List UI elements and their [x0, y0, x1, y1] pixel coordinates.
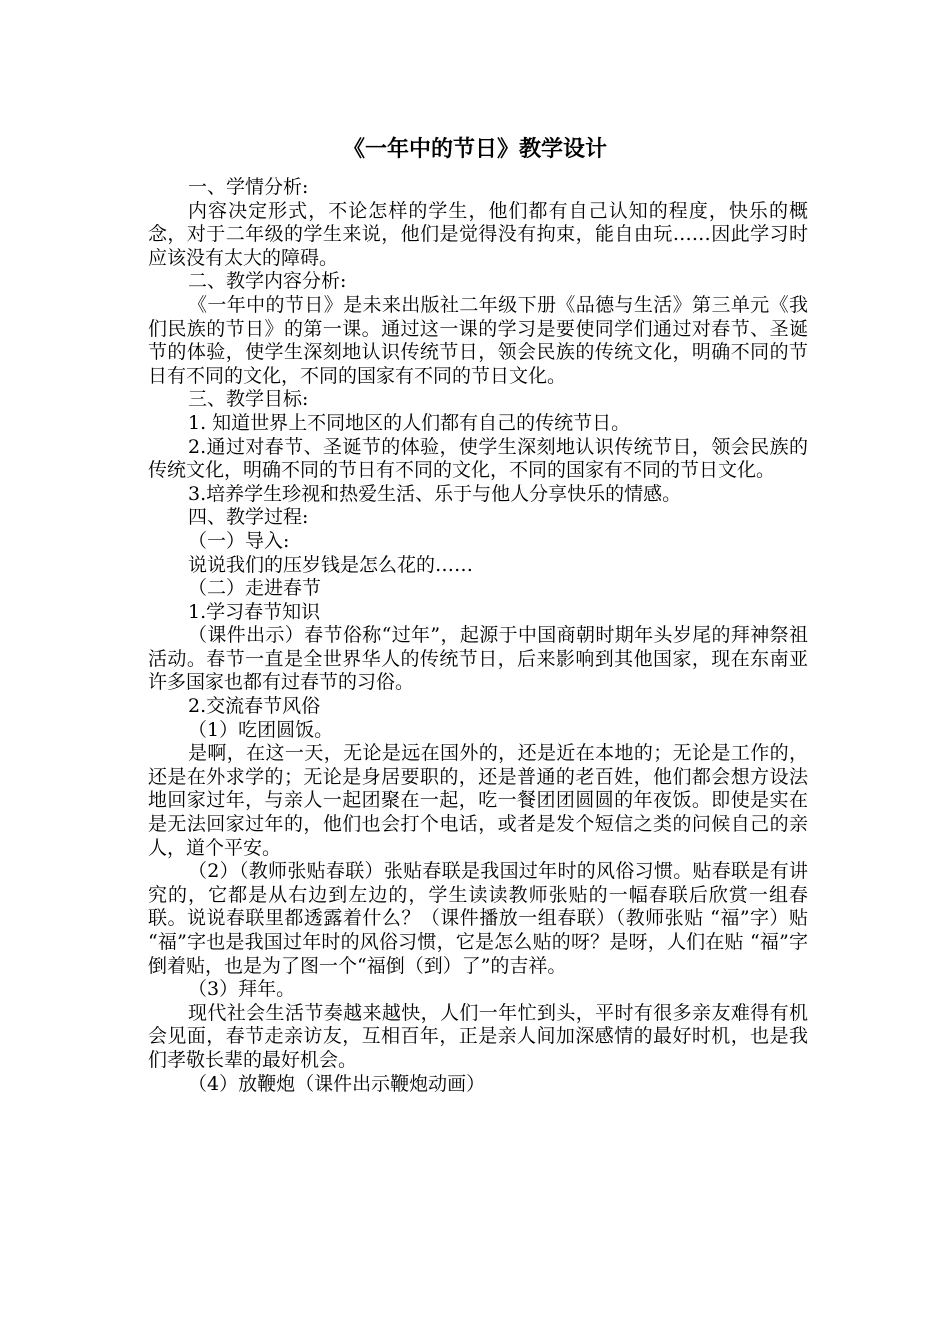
subsection-heading: （1）吃团圆饭。	[188, 718, 334, 741]
list-item: 1.学习春节知识	[188, 600, 321, 623]
paragraph: （2）（教师张贴春联）张贴春联是我国过年时的风俗习惯。贴春联是有讲究的，它都是从右边到左边的，学生读读教师张贴的一幅春联后欣赏一组春联。说说春联里都透露着什么？（课件播放一组春联）（教师张贴 “福”字）贴 “福”字也是我国过年时的风俗习惯，它是怎么贴的呀？是呀，人们在贴 “福”字倒着贴，也是为了图一个“福倒（到）了”的吉祥。	[148, 860, 808, 977]
list-item: 2.交流春节风俗	[188, 695, 321, 718]
section-heading: 二、教学内容分析:	[188, 270, 347, 293]
paragraph: 内容决定形式，不论怎样的学生，他们都有自己认知的程度，快乐的概念，对于二年级的学生来说，他们是觉得没有拘束，能自由玩……因此学习时应该没有太大的障碍。	[148, 199, 808, 269]
paragraph: 说说我们的压岁钱是怎么花的……	[188, 553, 474, 576]
subsection-heading: （4）放鞭炮（课件出示鞭炮动画）	[188, 1072, 486, 1095]
document-body	[148, 176, 808, 1096]
document-title: 《一年中的节日》教学设计	[342, 137, 607, 162]
paragraph: （课件出示）春节俗称“过年”，起源于中国商朝时期年头岁尾的拜神祭祖活动。春节一直是全世界华人的传统节日，后来影响到其他国家，现在东南亚许多国家也都有过春节的习俗。	[148, 624, 808, 694]
section-heading: 四、教学过程:	[188, 506, 309, 529]
list-item: 1. 知道世界上不同地区的人们都有自己的传统节日。	[188, 411, 631, 434]
section-heading: 三、教学目标:	[188, 388, 309, 411]
section-heading: 一、学情分析:	[188, 176, 309, 198]
subsection-heading: （二）走进春节	[188, 577, 322, 600]
list-item: 2.通过对春节、圣诞节的体验，使学生深刻地认识传统节日，领会民族的传统文化，明确不同的节日有不同的文化，不同的国家有不同的节日文化。	[148, 435, 808, 482]
subsection-heading: （3）拜年。	[188, 978, 296, 1001]
paragraph: 是啊，在这一天，无论是远在国外的，还是近在本地的；无论是工作的，还是在外求学的；无论是身居要职的，还是普通的老百姓，他们都会想方设法地回家过年，与亲人一起团聚在一起，吃一餐团团圆圆的年夜饭。即使是实在是无法回家过年的，他们也会打个电话，或者是发个短信之类的问候自己的亲人，道个平安。	[148, 742, 808, 859]
list-item: 3.培养学生珍视和热爱生活、乐于与他人分享快乐的情感。	[188, 482, 682, 505]
subsection-heading: （一）导入:	[188, 529, 290, 552]
paragraph: 现代社会生活节奏越来越快，人们一年忙到头，平时有很多亲友难得有机会见面，春节走亲访友，互相百年，正是亲人间加深感情的最好时机，也是我们孝敬长辈的最好机会。	[148, 1001, 808, 1071]
paragraph: 《一年中的节日》是未来出版社二年级下册《品德与生活》第三单元《我们民族的节日》的第一课。通过这一课的学习是要使同学们通过对春节、圣诞节的体验，使学生深刻地认识传统节日，领会民族的传统文化，明确不同的节日有不同的文化，不同的国家有不同的节日文化。	[148, 293, 808, 387]
